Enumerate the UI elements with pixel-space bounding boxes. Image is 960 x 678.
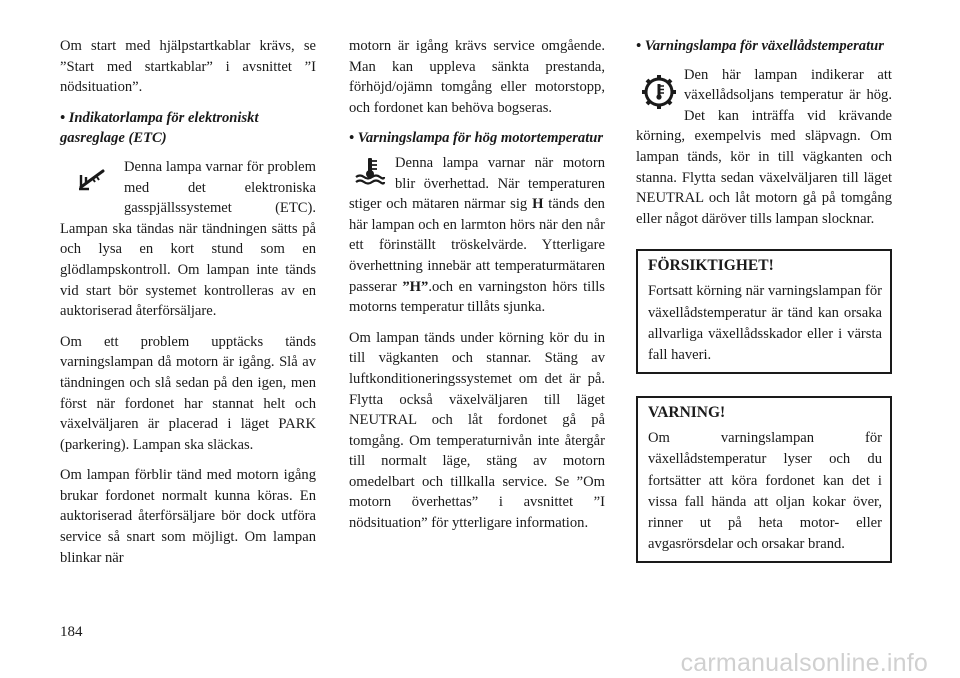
caution-title: FÖRSIKTIGHET! xyxy=(648,257,774,275)
trans-paragraph-1: Den här lampan indikerar att växellådsoljans temperatur är hög. Det kan inträffa vid krävande körning, exempelvis med släpvagn. Om lampan tänds, kör in till vägkanten och stanna. Flytta sedan växelväljaren till läget NEUTRAL och låt motorn gå på tomgång eller något däröver tills lampan slocknar. xyxy=(636,66,892,227)
temp-text-c: .och en varningston hörs tills motorns temperatur tillåts sjunka. xyxy=(349,278,605,316)
caution-box xyxy=(636,249,892,374)
etc-throttle-icon xyxy=(60,153,124,205)
etc-paragraph-2: Om ett problem upptäcks tänds varningslampan då motorn är igång. Slå av tändningen och slå sedan på den igen, men först när fordonet har stannat helt och växelväljaren är placerad i läget PARK (parkering). Lampan ska släckas. xyxy=(60,333,316,453)
warning-box xyxy=(636,396,892,563)
caution-text: Fortsatt körning när varningslampan för växellådstemperatur är tänd kan orsaka allvarliga växellådsskador eller i värsta fall haveri. xyxy=(648,283,882,363)
temp-heading: • Varningslampa för hög motortemperatur xyxy=(349,130,604,147)
transmission-temperature-icon xyxy=(634,67,684,117)
temp-paragraph-2: Om lampan tänds under körning kör du in till vägkanten och stannar. Stäng av luftkonditioneringssystemet om det är på. Flytta också växelväljaren till läget NEUTRAL och låt fordonet gå på tomgång. Om temperaturnivån inte återgår till normalt läge, stäng av motorn omedelbart och tillkalla service. Se ”Om motorn överhettas” i avsnittet ”I nödsituation” för ytterligare information. xyxy=(349,329,605,532)
intro-paragraph: Om start med hjälpstartkablar krävs, se ”Start med startkablar” i avsnittet ”I nödsituation”. xyxy=(60,38,316,96)
etc-paragraph-3: Om lampan förblir tänd med motorn igång brukar fordonet normalt kunna köras. En auktoriserad återförsäljare bör dock utföra service så snart som möjligt. Om lampan blinkar när xyxy=(60,467,316,566)
column-right xyxy=(636,36,892,563)
column-middle xyxy=(349,36,605,544)
temp-text-b: tänds den här lampan och en larmton hörs när den når ett förinställt tröskelvärde. Ytterligare överhettning innebär att temperaturmätaren passerar xyxy=(349,196,605,295)
etc-paragraph-1: Denna lampa varnar för problem med det elektroniska gasspjällssystemet (ETC). Lampan ska tändas när tändningen sätts på och lysa en kort stund som en glödlampskontroll. Om lampan inte tänds vid start bör systemet kontrolleras av en auktoriserad återförsäljare. xyxy=(60,158,316,320)
trans-heading: • Varningslampa för växellådstemperatur xyxy=(636,38,884,54)
page-number: 184 xyxy=(60,624,83,640)
etc-heading: • Indikatorlampa för elektroniskt gasreglage (ETC) xyxy=(60,109,259,147)
warning-title: VARNING! xyxy=(648,404,726,422)
column-left xyxy=(60,36,316,578)
temp-text-h: H xyxy=(532,196,544,213)
warning-text: Om varningslampan för växellådstemperatur lyser och du fortsätter att köra fordonet kan det i vissa fall hända att oljan kokar över, rinner ut på heta motor- eller avgasrörsdelar och orsakar brand. xyxy=(648,430,882,553)
engine-coolant-temperature-icon xyxy=(345,151,395,191)
temp-text-a: Denna lampa varnar när motorn blir överhettad. När temperaturen stiger och mätaren närmar sig xyxy=(349,154,605,213)
watermark: carmanualsonline.info xyxy=(680,649,928,677)
continued-paragraph: motorn är igång krävs service omgående. Man kan uppleva sänkta prestanda, förhöjd/ojämn tomgång eller motorstopp, och fordonet kan behöva bogseras. xyxy=(349,38,605,116)
temp-text-h2: ”H” xyxy=(402,278,429,295)
